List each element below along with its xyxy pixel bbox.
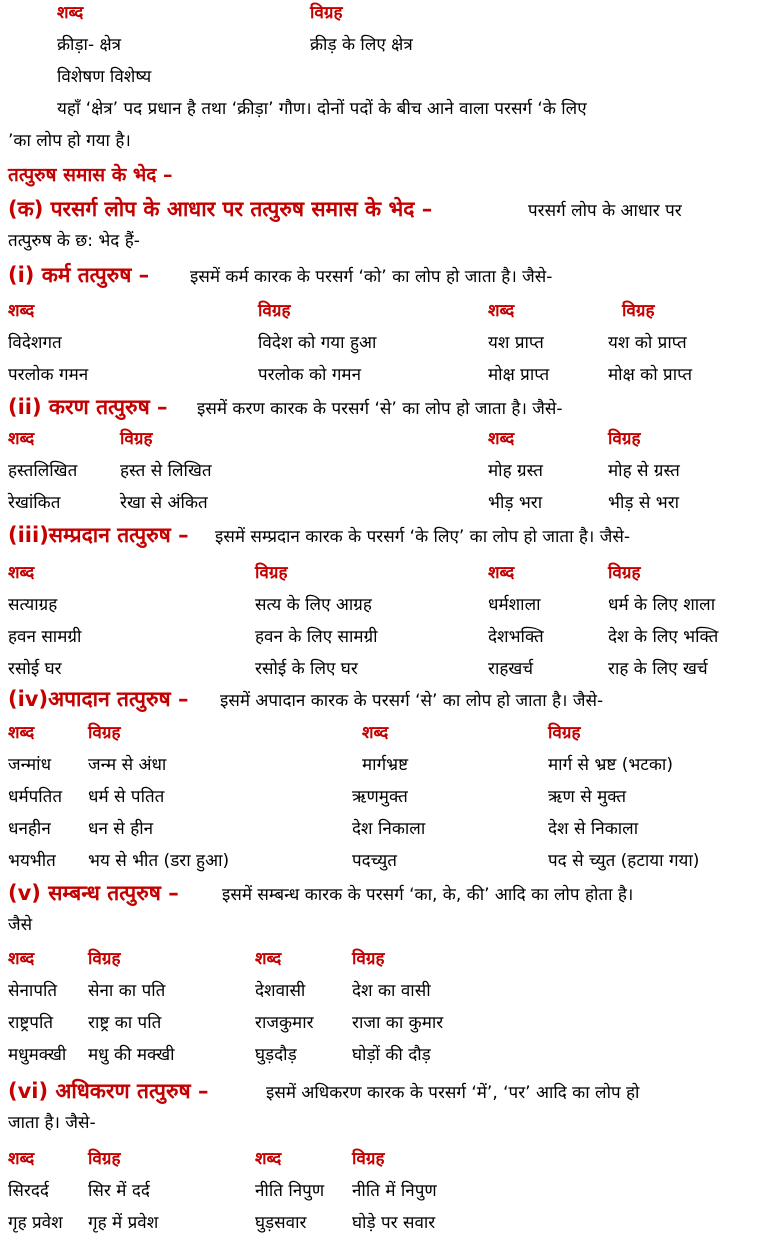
table-cell: राष्ट्रपति: [8, 1013, 54, 1033]
vi-col-word-2: शब्द: [255, 1149, 282, 1169]
ii-col-word-1: शब्द: [8, 429, 35, 449]
section-vi-text2: जाता है। जैसे-: [8, 1113, 96, 1133]
table-cell: मार्गभ्रष्ट: [362, 755, 409, 775]
table-cell: मधु की मक्खी: [88, 1045, 175, 1065]
ii-col-vigraha-1: विग्रह: [120, 429, 153, 449]
section-i-text: इसमें कर्म कारक के परसर्ग ‘को’ का लोप हो जाता है। जैसे-: [190, 267, 553, 287]
section-v-label: (v) सम्बन्ध तत्पुरुष –: [8, 881, 179, 905]
table-cell: राहखर्च: [488, 659, 534, 679]
table-cell: सेना का पति: [88, 981, 166, 1001]
table-cell: राजकुमार: [255, 1013, 314, 1033]
table-cell: जन्म से अंधा: [88, 755, 167, 775]
v-col-word-1: शब्द: [8, 949, 35, 969]
iv-col-word-1: शब्द: [8, 723, 35, 743]
table-cell: घुड़दौड़: [255, 1045, 297, 1065]
section-iv-label: (iv)अपादान तत्पुरुष –: [8, 687, 189, 711]
table-cell: पद से च्युत (हटाया गया): [548, 851, 700, 871]
i-col-vigraha-1: विग्रह: [258, 301, 291, 321]
intro-paragraph-line2: ’का लोप हो गया है।: [8, 131, 131, 151]
vi-col-vigraha-2: विग्रह: [352, 1149, 385, 1169]
intro-paragraph-line1: यहाँ ‘क्षेत्र’ पद प्रधान है तथा ‘क्रीड़ा’ गौण। दोनों पदों के बीच आने वाला परसर्ग ‘के लिए: [57, 99, 587, 119]
table-cell: रसोई के लिए घर: [255, 659, 358, 679]
table-cell: परलोक गमन: [8, 365, 89, 385]
i-col-word-1: शब्द: [8, 301, 35, 321]
table-cell: धन से हीन: [88, 819, 154, 839]
table-cell: भय से भीत (डरा हुआ): [88, 851, 230, 871]
table-cell: मोक्ष प्राप्त: [488, 365, 550, 385]
table-cell: राह के लिए खर्च: [608, 659, 708, 679]
table-cell: हस्तलिखित: [8, 461, 78, 481]
table-cell: राष्ट्र का पति: [88, 1013, 162, 1033]
iv-col-vigraha-2: विग्रह: [548, 723, 581, 743]
table-cell: मोह से ग्रस्त: [608, 461, 680, 481]
table-cell: देश निकाला: [352, 819, 426, 839]
table-cell: सिर में दर्द: [88, 1181, 150, 1201]
iii-col-vigraha-2: विग्रह: [608, 563, 641, 583]
section-ii-label: (ii) करण तत्पुरुष –: [8, 395, 168, 419]
table-cell: विदेश को गया हुआ: [258, 333, 377, 353]
section-ka-text: परसर्ग लोप के आधार पर: [528, 201, 682, 221]
table-cell: जन्मांध: [8, 755, 52, 775]
section-iii-label: (iii)सम्प्रदान तत्पुरुष –: [8, 523, 189, 547]
v-col-vigraha-1: विग्रह: [88, 949, 121, 969]
table-cell: मोक्ष को प्राप्त: [608, 365, 693, 385]
iii-col-vigraha-1: विग्रह: [255, 563, 288, 583]
table-cell: देश के लिए भक्ति: [608, 627, 719, 647]
table-cell: ऋणमुक्त: [352, 787, 408, 807]
section-vi-label: (vi) अधिकरण तत्पुरुष –: [8, 1079, 209, 1103]
table-cell: यश को प्राप्त: [608, 333, 687, 353]
section-ka-text2: तत्पुरुष के छ: भेद हैं-: [8, 231, 140, 251]
table-cell: रेखा से अंकित: [120, 493, 208, 513]
table-cell: देशभक्ति: [488, 627, 544, 647]
section-iv-text: इसमें अपादान कारक के परसर्ग ‘से’ का लोप हो जाता है। जैसे-: [220, 691, 604, 711]
vi-col-vigraha-1: विग्रह: [88, 1149, 121, 1169]
intro-example-roles: विशेषण विशेष्य: [57, 67, 152, 87]
table-cell: गृह में प्रवेश: [88, 1213, 159, 1233]
iv-col-vigraha-1: विग्रह: [88, 723, 121, 743]
vi-col-word-1: शब्द: [8, 1149, 35, 1169]
iii-col-word-2: शब्द: [488, 563, 515, 583]
table-cell: भीड़ से भरा: [608, 493, 680, 513]
table-cell: हवन सामग्री: [8, 627, 82, 647]
table-cell: नीति निपुण: [255, 1181, 325, 1201]
intro-header-word: शब्द: [57, 3, 84, 23]
table-cell: राजा का कुमार: [352, 1013, 444, 1033]
section-ka-label: (क) परसर्ग लोप के आधार पर तत्पुरुष समास के भेद –: [8, 197, 433, 221]
section-vi-text: इसमें अधिकरण कारक के परसर्ग ‘में’, ‘पर’ आदि का लोप हो: [266, 1083, 640, 1103]
ii-col-word-2: शब्द: [488, 429, 515, 449]
ii-col-vigraha-2: विग्रह: [608, 429, 641, 449]
table-cell: धर्म के लिए शाला: [608, 595, 716, 615]
table-cell: मधुमक्खी: [8, 1045, 67, 1065]
table-cell: सेनापति: [8, 981, 58, 1001]
table-cell: सिरदर्द: [8, 1181, 49, 1201]
i-col-word-2: शब्द: [488, 301, 515, 321]
table-cell: यश प्राप्त: [488, 333, 544, 353]
section-v-text: इसमें सम्बन्ध कारक के परसर्ग ‘का, के, की’ आदि का लोप होता है।: [222, 885, 634, 905]
table-cell: देश से निकाला: [548, 819, 639, 839]
intro-header-vigraha: विग्रह: [310, 3, 343, 23]
table-cell: परलोक को गमन: [258, 365, 362, 385]
iii-col-word-1: शब्द: [8, 563, 35, 583]
table-cell: मार्ग से भ्रष्ट (भटका): [548, 755, 673, 775]
table-cell: धर्मपतित: [8, 787, 63, 807]
table-cell: रसोई घर: [8, 659, 62, 679]
table-cell: सत्याग्रह: [8, 595, 58, 615]
section-i-label: (i) कर्म तत्पुरुष –: [8, 263, 150, 287]
types-heading: तत्पुरुष समास के भेद –: [8, 164, 173, 186]
table-cell: रेखांकित: [8, 493, 61, 513]
table-cell: विदेशगत: [8, 333, 62, 353]
table-cell: पदच्युत: [352, 851, 397, 871]
table-cell: सत्य के लिए आग्रह: [255, 595, 372, 615]
table-cell: भीड़ भरा: [488, 493, 543, 513]
v-col-word-2: शब्द: [255, 949, 282, 969]
v-col-vigraha-2: विग्रह: [352, 949, 385, 969]
table-cell: देशवासी: [255, 981, 306, 1001]
table-cell: गृह प्रवेश: [8, 1213, 63, 1233]
intro-example-vigraha: क्रीड़ के लिए क्षेत्र: [310, 35, 413, 55]
section-ii-text: इसमें करण कारक के परसर्ग ‘से’ का लोप हो जाता है। जैसे-: [197, 399, 563, 419]
table-cell: हस्त से लिखित: [120, 461, 212, 481]
section-v-text2: जैसे: [8, 915, 33, 935]
table-cell: घुड़सवार: [255, 1213, 307, 1233]
iv-col-word-2: शब्द: [362, 723, 389, 743]
i-col-vigraha-2: विग्रह: [622, 301, 655, 321]
table-cell: नीति में निपुण: [352, 1181, 437, 1201]
table-cell: धर्मशाला: [488, 595, 541, 615]
table-cell: धनहीन: [8, 819, 51, 839]
table-cell: धर्म से पतित: [88, 787, 165, 807]
table-cell: घोड़े पर सवार: [352, 1213, 436, 1233]
table-cell: ऋण से मुक्त: [548, 787, 627, 807]
table-cell: हवन के लिए सामग्री: [255, 627, 378, 647]
table-cell: घोड़ों की दौड़: [352, 1045, 431, 1065]
table-cell: भयभीत: [8, 851, 56, 871]
table-cell: मोह ग्रस्त: [488, 461, 543, 481]
section-iii-text: इसमें सम्प्रदान कारक के परसर्ग ‘के लिए’ का लोप हो जाता है। जैसे-: [215, 527, 630, 547]
table-cell: देश का वासी: [352, 981, 431, 1001]
intro-example-word: क्रीड़ा- क्षेत्र: [57, 35, 122, 55]
